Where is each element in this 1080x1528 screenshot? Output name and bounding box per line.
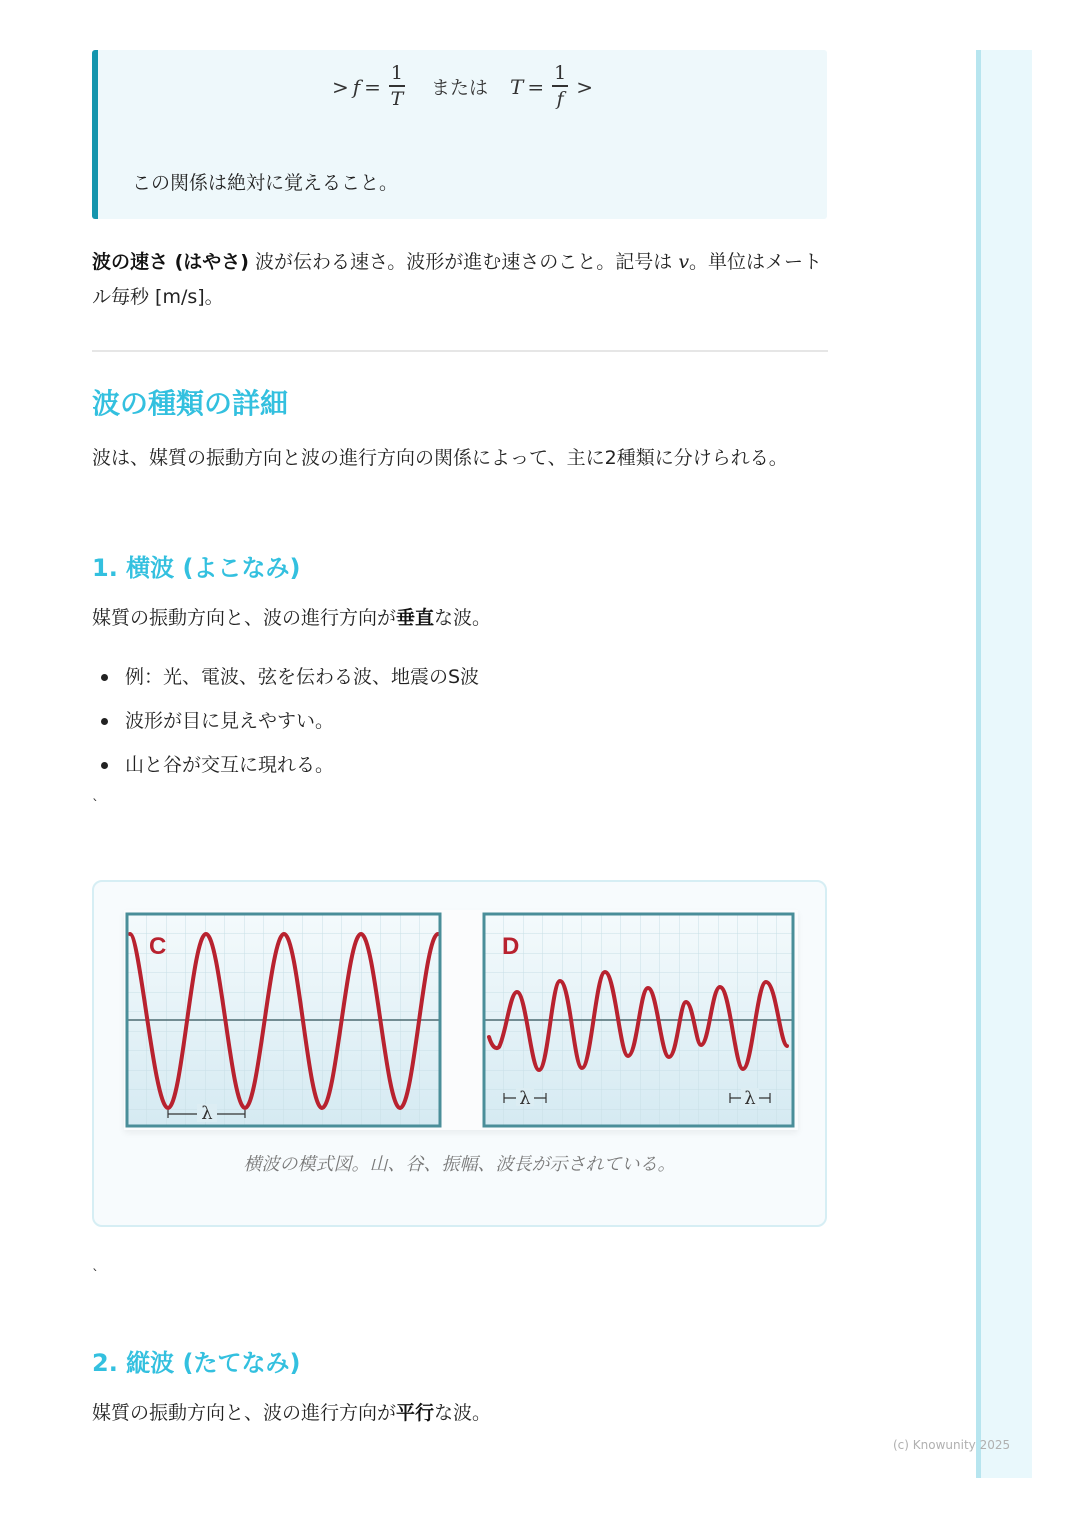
- formula-note: この関係は絶対に覚えること。: [132, 172, 399, 194]
- panel-c: [127, 914, 440, 1126]
- copyright-footer: (c) Knowunity 2025: [893, 1438, 1011, 1452]
- longitudinal-description: [92, 1396, 828, 1431]
- list-item: 波形が目に見えやすい。: [92, 699, 828, 743]
- numerator: 1: [552, 64, 568, 87]
- panel-c-label: C: [149, 933, 167, 960]
- formula-suffix: >: [576, 74, 593, 99]
- panel-d: [484, 914, 793, 1126]
- wave-speed-term: 波の速さ (はやさ): [92, 251, 249, 273]
- desc-emphasis: 平行: [396, 1402, 435, 1424]
- wave-speed-paragraph: [92, 245, 828, 315]
- stray-backtick: `: [92, 1268, 99, 1284]
- velocity-symbol: v: [678, 251, 690, 273]
- formula-connector: または: [431, 77, 489, 99]
- wavelength-label-c: λ: [201, 1103, 213, 1124]
- desc-text: 媒質の振動方向と、波の進行方向が: [92, 607, 397, 629]
- fraction-1-over-T: [389, 64, 405, 109]
- fraction-1-over-f: [552, 64, 568, 109]
- wave-speed-unit-text: 。単位はメートル毎秒 [m/s]。: [92, 251, 823, 308]
- numerator: 1: [389, 64, 405, 87]
- section-title: 波の種類の詳細: [92, 387, 289, 420]
- desc-text: 媒質の振動方向と、波の進行方向が: [92, 1402, 397, 1424]
- transverse-heading: 1. 横波 (よこなみ): [92, 554, 301, 582]
- formula-lhs-f: f: [352, 74, 361, 99]
- wave-speed-text: 波が伝わる速さ。波形が進む速さのこと。記号は: [248, 251, 679, 273]
- denominator: f: [556, 88, 564, 110]
- list-item: 例：光、電波、弦を伝わる波、地震のS波: [92, 655, 828, 699]
- desc-text-end: な波。: [434, 1402, 492, 1424]
- transverse-description: [92, 601, 828, 636]
- panel-d-label: D: [502, 933, 520, 960]
- list-item: 山と谷が交互に現れる。: [92, 743, 828, 787]
- stray-backtick: `: [92, 798, 99, 814]
- wavelength-label-d-left: λ: [519, 1088, 531, 1109]
- formula-equals: =: [364, 74, 381, 99]
- figure-caption: 横波の模式図。山、谷、振幅、波長が示されている。: [243, 1154, 676, 1175]
- denominator: T: [390, 88, 404, 110]
- transverse-wave-figure: [124, 910, 798, 1130]
- frequency-period-formula: [98, 64, 827, 109]
- formula-lhs-T: T: [510, 74, 524, 99]
- section-divider: [92, 350, 828, 352]
- wave-diagram-svg: [124, 910, 798, 1130]
- side-panel: [976, 50, 1032, 1478]
- longitudinal-heading: 2. 縦波 (たてなみ): [92, 1349, 301, 1377]
- desc-text-end: な波。: [434, 607, 492, 629]
- formula-prefix: >: [331, 74, 349, 99]
- desc-emphasis: 垂直: [396, 607, 435, 629]
- section-intro: 波は、媒質の振動方向と波の進行方向の関係によって、主に2種類に分けられる。: [92, 447, 788, 469]
- formula-equals: =: [527, 74, 545, 99]
- wavelength-label-d-right: λ: [744, 1088, 756, 1109]
- formula-callout: [92, 50, 827, 219]
- figure-card: [92, 880, 827, 1227]
- transverse-bullet-list: [92, 655, 828, 787]
